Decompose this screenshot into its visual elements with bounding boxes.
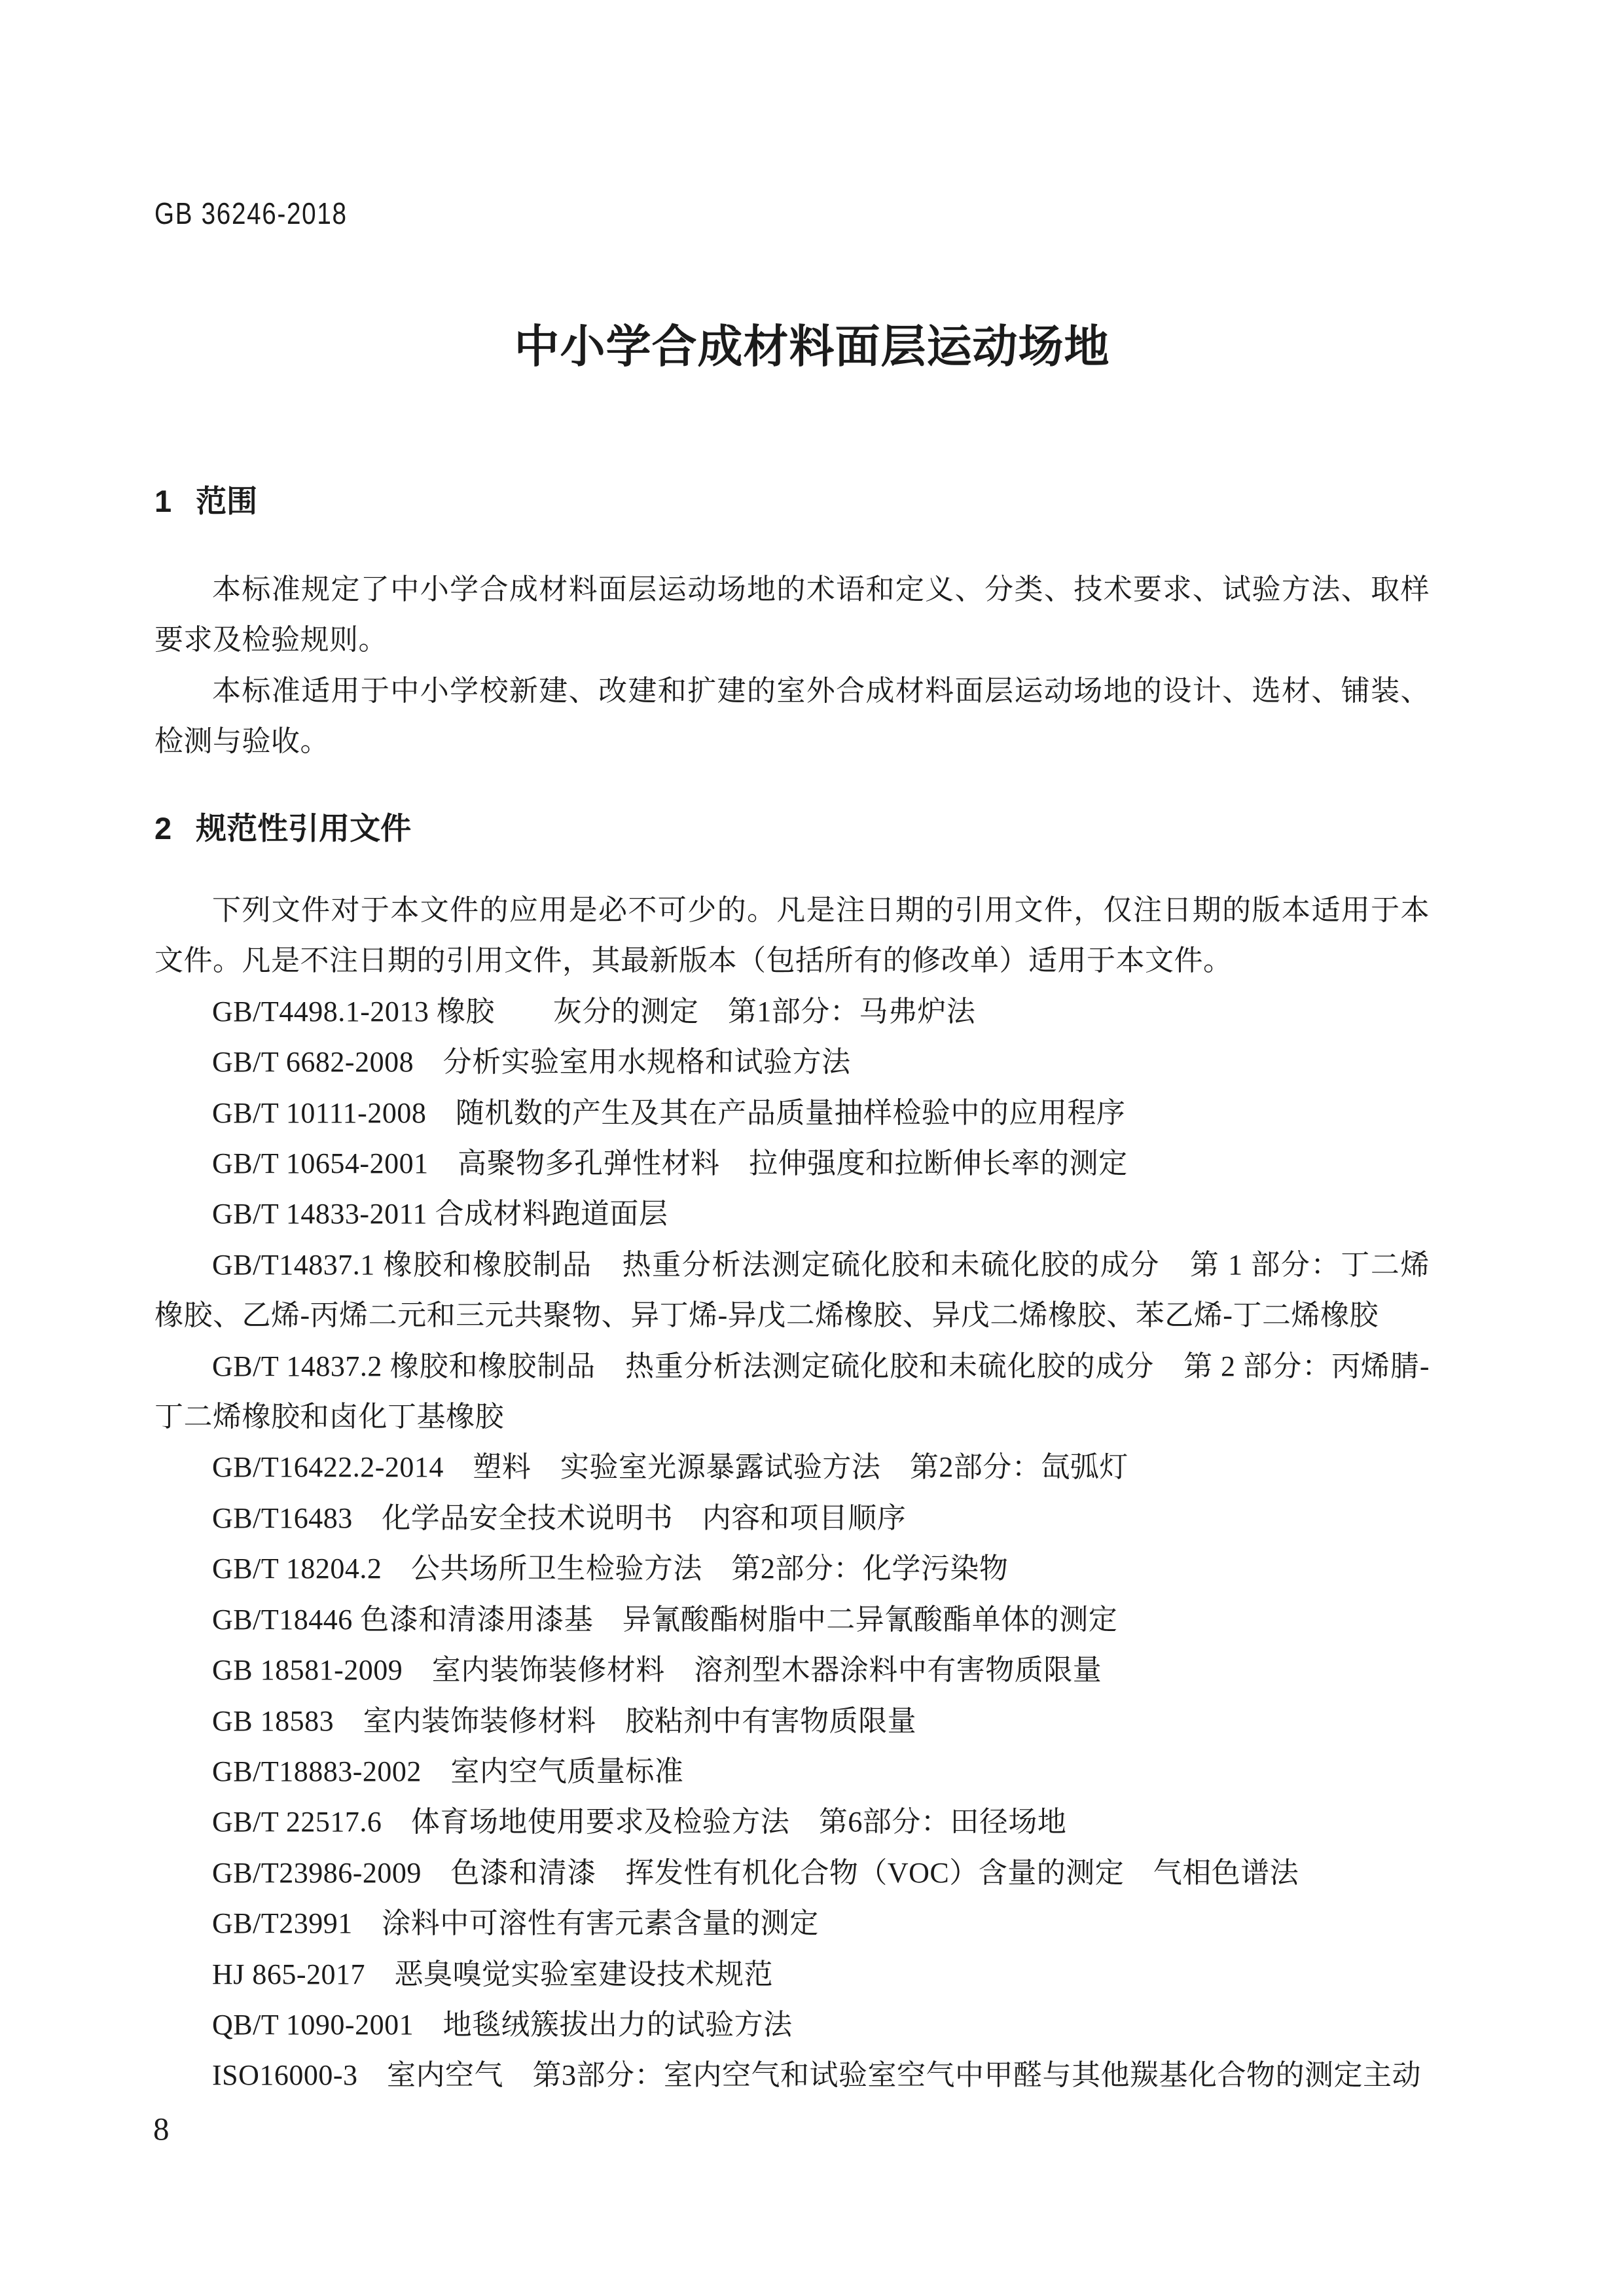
reference-item: GB/T23991 涂料中可溶性有害元素含量的测定 [212,1907,819,1940]
section-scope-heading [154,477,257,521]
reference-item: GB/T4498.1-2013 橡胶 灰分的测定 第1部分：马弗炉法 [212,995,976,1028]
reference-item: GB 18583 室内装饰装修材料 胶粘剂中有害物质限量 [212,1704,917,1737]
section-heading-label: 规范性引用文件 [196,811,412,846]
section-references-body [154,885,1430,2101]
reference-item: GB/T16422.2-2014 塑料 实验室光源暴露试验方法 第2部分：氙弧灯 [212,1451,1128,1484]
reference-item: GB/T16483 化学品安全技术说明书 内容和项目顺序 [212,1501,907,1534]
reference-item: HJ 865-2017 恶臭嗅觉实验室建设技术规范 [212,1958,774,1990]
document-title: 中小学合成材料面层运动场地 [514,321,1110,372]
section-scope-body [154,564,1430,767]
page-number: 8 [153,2111,170,2147]
section-number: 1 [154,484,172,518]
reference-item: GB/T14837.1 橡胶和橡胶制品 热重分析法测定硫化胶和未硫化胶的成分 第 1 部分：丁二烯橡胶、乙烯-丙烯二元和三元共聚物、异丁烯-异戊二烯橡胶、异戊二烯橡胶、苯乙烯-丁二烯橡胶 [154,1248,1430,1332]
reference-item: GB/T 22517.6 体育场地使用要求及检验方法 第6部分：田径场地 [212,1806,1067,1839]
reference-item: ISO16000-3 室内空气 第3部分：室内空气和试验室空气中甲醛与其他羰基化合物的测定主动 [212,2059,1422,2092]
reference-item: GB/T18446 色漆和清漆用漆基 异氰酸酯树脂中二异氰酸酯单体的测定 [212,1603,1118,1636]
reference-item: GB/T18883-2002 室内空气质量标准 [212,1755,684,1787]
reference-item: GB/T 14837.2 橡胶和橡胶制品 热重分析法测定硫化胶和未硫化胶的成分 第 2 部分：丙烯腈-丁二烯橡胶和卤化丁基橡胶 [154,1350,1430,1433]
standard-number: GB 36246-2018 [154,196,348,230]
section-heading-label: 范围 [196,484,258,518]
references-intro-paragraph: 下列文件对于本文件的应用是必不可少的。凡是注日期的引用文件，仅注日期的版本适用于本文件。凡是不注日期的引用文件，其最新版本（包括所有的修改单）适用于本文件。 [154,894,1430,977]
section-number: 2 [154,811,172,846]
reference-item: GB/T 18204.2 公共场所卫生检验方法 第2部分：化学污染物 [212,1552,1009,1585]
section-references-heading [154,804,411,848]
reference-item: GB/T 14833-2011 合成材料跑道面层 [212,1198,668,1230]
reference-item: GB/T23986-2009 色漆和清漆 挥发性有机化合物（VOC）含量的测定 气相色谱法 [212,1856,1299,1889]
paragraph: 本标准适用于中小学校新建、改建和扩建的室外合成材料面层运动场地的设计、选材、铺装、检测与验收。 [154,674,1430,758]
reference-item: GB/T 6682-2008 分析实验室用水规格和试验方法 [212,1046,851,1079]
reference-item: GB/T 10111-2008 随机数的产生及其在产品质量抽样检验中的应用程序 [212,1096,1126,1129]
reference-item: GB/T 10654-2001 高聚物多孔弹性材料 拉伸强度和拉断伸长率的测定 [212,1147,1128,1180]
paragraph: 本标准规定了中小学合成材料面层运动场地的术语和定义、分类、技术要求、试验方法、取样要求及检验规则。 [154,573,1430,656]
reference-item: GB 18581-2009 室内装饰装修材料 溶剂型木器涂料中有害物质限量 [212,1654,1102,1687]
reference-item: QB/T 1090-2001 地毯绒簇拔出力的试验方法 [212,2008,793,2041]
